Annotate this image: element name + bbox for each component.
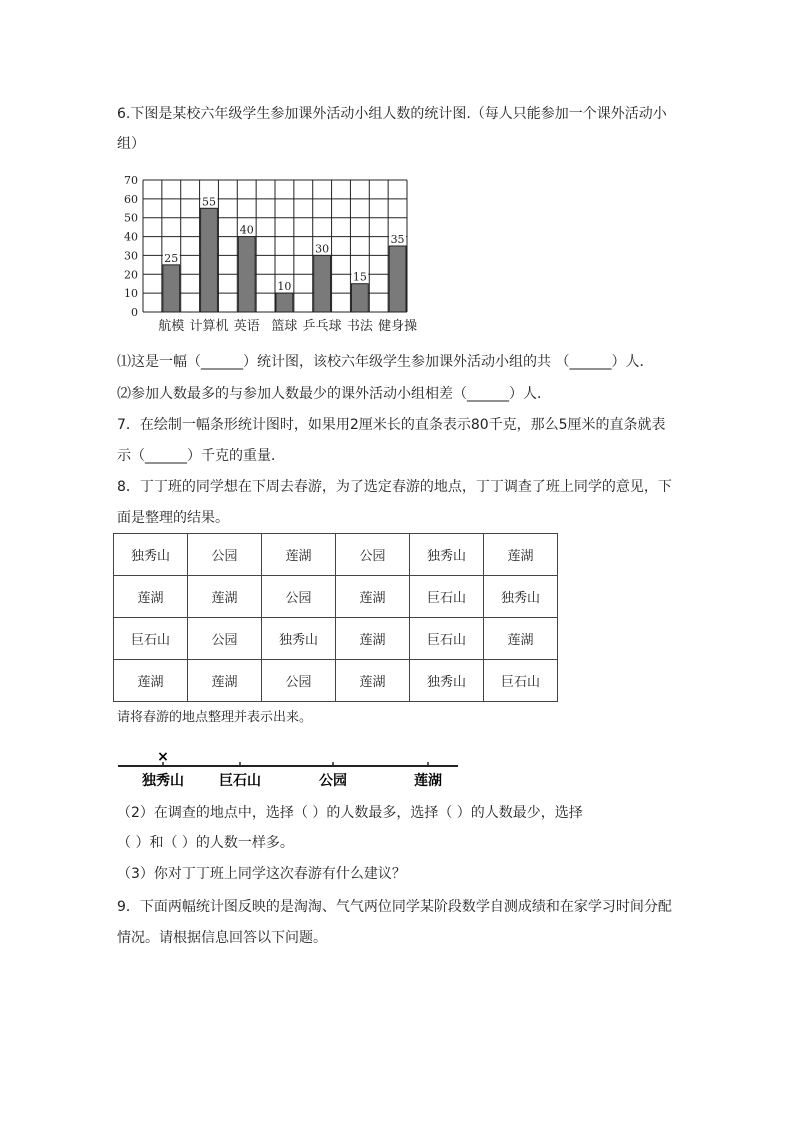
q9-line1: 9．下面两幅统计图反映的是淘淘、气气两位同学某阶段数学自测成绩和在家学习时间分配 — [117, 899, 672, 915]
y-tick-label: 20 — [124, 268, 138, 282]
y-tick-label: 60 — [124, 192, 138, 206]
q8-line1: 8．丁丁班的同学想在下周去春游，为了选定春游的地点，丁丁调查了班上同学的意见，下 — [117, 479, 672, 495]
bar — [314, 255, 331, 312]
q8-sub2-line1: （2）在调查的地点中，选择（ ）的人数最多，选择（ ）的人数最少，选择 — [117, 805, 583, 821]
table-cell: 公园 — [336, 534, 410, 576]
bar-value-label: 35 — [390, 233, 405, 246]
table-cell: 莲湖 — [188, 576, 262, 618]
q6-intro-line2: 组） — [117, 136, 145, 152]
table-cell: 巨石山 — [484, 660, 558, 702]
x-category-label: 篮球 — [271, 319, 298, 334]
table-cell: 独秀山 — [262, 618, 336, 660]
y-tick-label: 70 — [124, 174, 138, 187]
table-cell: 公园 — [262, 660, 336, 702]
bar — [163, 265, 180, 312]
bar-value-label: 30 — [315, 242, 330, 256]
q8-line2: 面是整理的结果。 — [117, 510, 229, 526]
table-cell: 公园 — [262, 576, 336, 618]
q7-line1: 7．在绘制一幅条形统计图时，如果用2厘米长的直条表示80千克，那么5厘米的直条就表 — [117, 417, 666, 433]
table-cell: 莲湖 — [484, 618, 558, 660]
bar-value-label: 40 — [239, 223, 254, 237]
table-row — [114, 618, 558, 660]
bar-value-label: 10 — [277, 280, 292, 294]
table-cell: 巨石山 — [410, 576, 484, 618]
q8-after-table: 请将春游的地点整理并表示出来。 — [117, 710, 313, 725]
bar-value-label: 25 — [164, 251, 179, 265]
table-row — [114, 660, 558, 702]
x-category-label: 书法 — [346, 319, 373, 334]
y-tick-label: 10 — [124, 287, 138, 301]
q6-sub2: ⑵参加人数最多的与参加人数最少的课外活动小组相差（______）人． — [117, 386, 551, 402]
table-cell: 独秀山 — [410, 534, 484, 576]
table-cell: 莲湖 — [336, 660, 410, 702]
table-cell: 莲湖 — [484, 534, 558, 576]
bar-value-label: 55 — [202, 195, 216, 209]
tally-label: 公园 — [319, 773, 347, 789]
tally-label: 莲湖 — [414, 773, 442, 789]
table-row — [114, 534, 558, 576]
x-category-label: 乒乓球 — [302, 319, 342, 334]
tally-label: 巨石山 — [219, 773, 261, 789]
table-cell: 巨石山 — [114, 618, 188, 660]
table-cell: 独秀山 — [410, 660, 484, 702]
bar — [201, 208, 218, 312]
x-category-label: 航模 — [158, 319, 185, 334]
bar-chart — [118, 172, 428, 337]
tally-label: 独秀山 — [142, 773, 184, 789]
bar-value-label: 15 — [352, 270, 367, 284]
q9-line2: 情况。请根据信息回答以下问题。 — [117, 930, 327, 946]
survey-table — [113, 533, 558, 702]
tally-mark: × — [157, 749, 169, 765]
table-row — [114, 576, 558, 618]
bar — [351, 284, 368, 312]
q7-line2: 示（______）千克的重量． — [117, 448, 285, 464]
bar — [238, 237, 255, 312]
bar — [389, 246, 406, 312]
q6-sub1: ⑴这是一幅（______）统计图，该校六年级学生参加课外活动小组的共 （______）人． — [117, 354, 654, 370]
table-cell: 莲湖 — [114, 576, 188, 618]
table-cell: 莲湖 — [336, 576, 410, 618]
table-cell: 莲湖 — [336, 618, 410, 660]
table-cell: 独秀山 — [484, 576, 558, 618]
x-category-label: 计算机 — [189, 319, 229, 334]
q8-sub2-line2: （ ）和（ ）的人数一样多。 — [117, 835, 294, 851]
q6-intro-line1: 6.下图是某校六年级学生参加课外活动小组人数的统计图.（每人只能参加一个课外活动小 — [117, 106, 667, 122]
y-tick-label: 50 — [124, 211, 138, 225]
q8-sub3: （3）你对丁丁班上同学这次春游有什么建议？ — [117, 866, 406, 882]
table-cell: 莲湖 — [188, 660, 262, 702]
table-cell: 公园 — [188, 618, 262, 660]
table-cell: 巨石山 — [410, 618, 484, 660]
tally-chart — [118, 748, 458, 790]
y-tick-label: 0 — [131, 306, 138, 319]
table-cell: 公园 — [188, 534, 262, 576]
y-tick-label: 40 — [124, 230, 138, 244]
x-category-label: 英语 — [233, 319, 260, 334]
table-cell: 独秀山 — [114, 534, 188, 576]
table-cell: 莲湖 — [114, 660, 188, 702]
y-tick-label: 30 — [124, 249, 138, 263]
table-cell: 莲湖 — [262, 534, 336, 576]
bar — [276, 293, 293, 312]
x-category-label: 健身操 — [378, 319, 418, 334]
